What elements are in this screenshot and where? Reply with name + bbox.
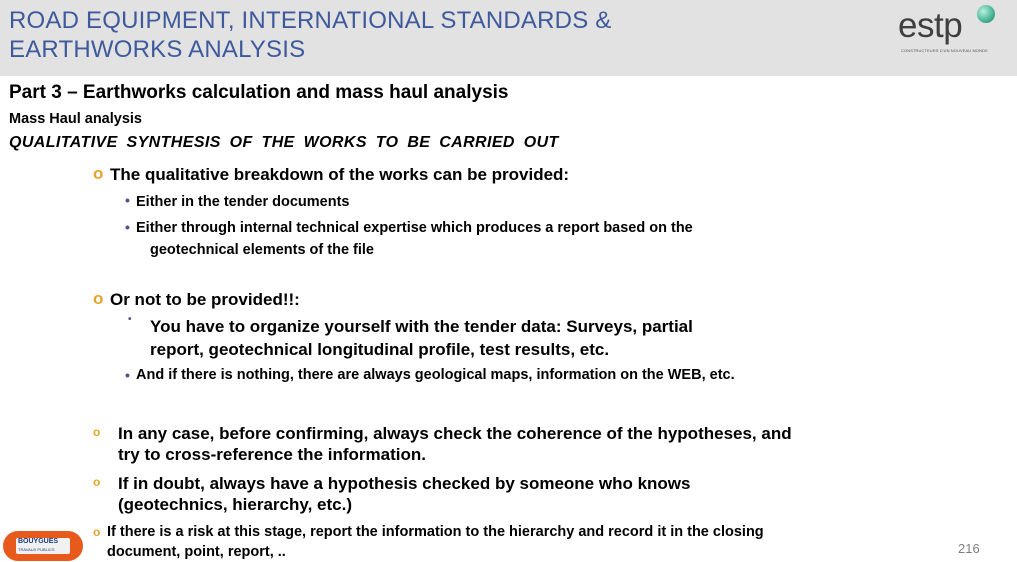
logo-sphere-icon — [977, 5, 995, 23]
dot-bullet-icon: • — [125, 192, 130, 208]
subsection-title: QUALITATIVE SYNTHESIS OF THE WORKS TO BE CARRIED OUT — [9, 134, 559, 151]
part-title: Part 3 – Earthworks calculation and mass haul analysis — [9, 82, 509, 103]
block3-item-continuation: document, point, report, .. — [107, 544, 286, 560]
bouygues-logo-plate — [16, 538, 70, 554]
dot-bullet-icon: • — [125, 367, 130, 383]
circle-bullet-icon: o — [93, 425, 101, 439]
block3-item-continuation: try to cross-reference the information. — [118, 445, 426, 464]
block2-heading: Or not to be provided!!: — [110, 290, 300, 309]
block1-item: Either in the tender documents — [136, 194, 350, 210]
circle-bullet-icon: o — [93, 289, 104, 308]
slide-header — [0, 0, 1017, 76]
circle-bullet-icon: o — [93, 164, 104, 183]
bouygues-logo — [3, 531, 83, 561]
dot-bullet-icon: • — [128, 314, 132, 325]
block2-item: And if there is nothing, there are always geological maps, information on the WEB, etc. — [136, 367, 735, 383]
dot-bullet-icon: • — [125, 219, 130, 235]
block3-item-continuation: (geotechnics, hierarchy, etc.) — [118, 495, 352, 514]
logo-tagline: CONSTRUCTEURS D'UN NOUVEAU MONDE — [901, 48, 988, 53]
circle-bullet-icon: o — [93, 525, 101, 539]
page-number: 216 — [958, 541, 980, 556]
bouygues-logo-name: BOUYGUES — [18, 538, 59, 545]
block2-item-continuation: report, geotechnical longitudinal profile, test results, etc. — [150, 340, 610, 359]
block1-heading: The qualitative breakdown of the works can be provided: — [110, 165, 570, 184]
estp-logo — [898, 2, 1013, 58]
logo-wordmark: estp — [898, 6, 963, 45]
block2-item: You have to organize yourself with the tender data: Surveys, partial — [150, 317, 693, 336]
block3-item: If in doubt, always have a hypothesis checked by someone who knows — [118, 474, 691, 493]
block3-item: If there is a risk at this stage, report the information to the hierarchy and record it in the closing — [107, 524, 764, 540]
bouygues-logo-subname: TRAVAUX PUBLICS — [18, 547, 55, 552]
slide-title: ROAD EQUIPMENT, INTERNATIONAL STANDARDS & EARTHWORKS ANALYSIS — [9, 7, 612, 63]
block1-item: Either through internal technical expertise which produces a report based on the — [136, 220, 693, 236]
block1-item-continuation: geotechnical elements of the file — [150, 242, 374, 258]
section-title: Mass Haul analysis — [9, 111, 142, 127]
block3-item: In any case, before confirming, always check the coherence of the hypotheses, and — [118, 424, 792, 443]
circle-bullet-icon: o — [93, 475, 101, 489]
